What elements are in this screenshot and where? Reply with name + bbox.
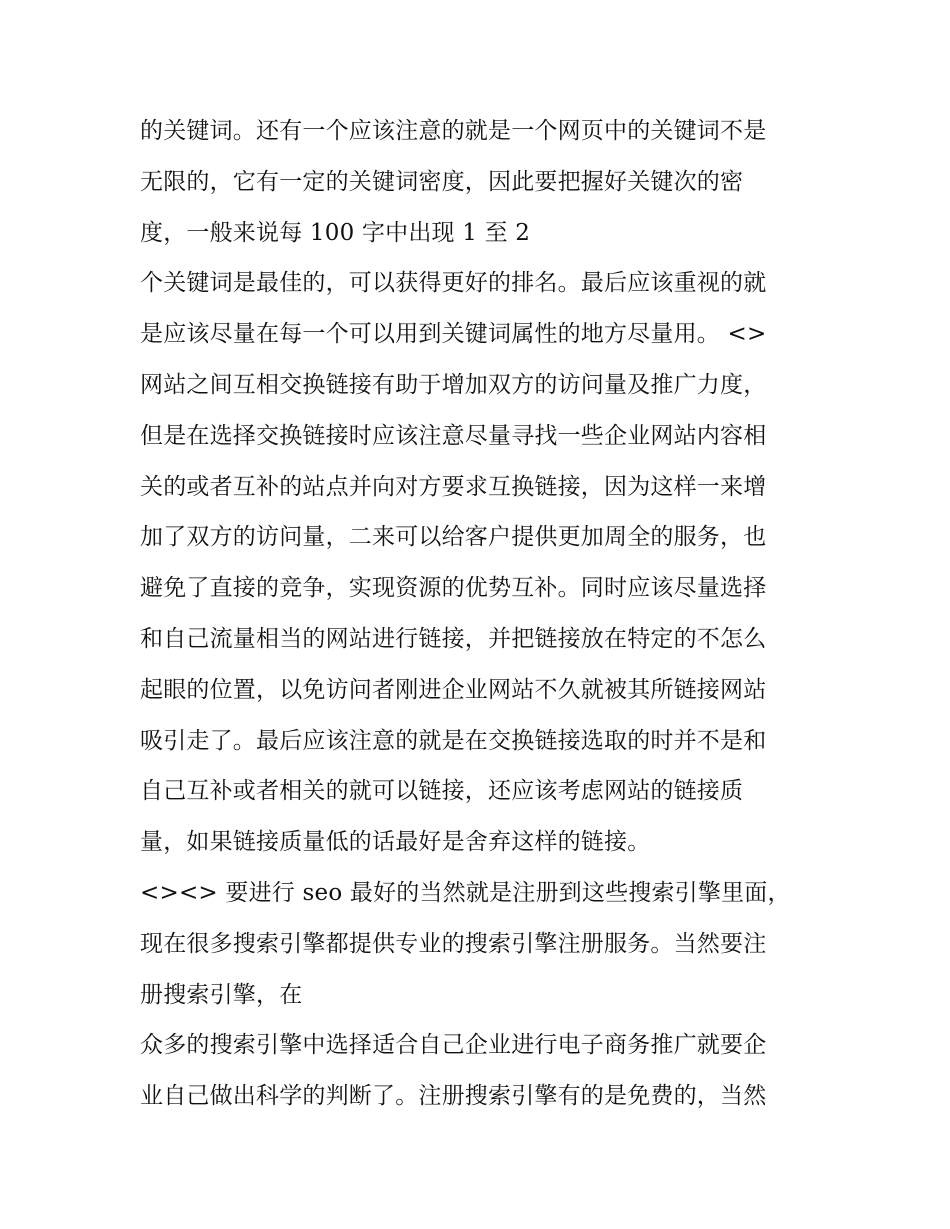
text-line: 量，如果链接质量低的话最好是舍弃这样的链接。 bbox=[140, 829, 651, 856]
text-line: 的关键词。还有一个应该注意的就是一个网页中的关键词不是 bbox=[140, 118, 767, 144]
document-body-text bbox=[140, 108, 820, 1124]
text-line: 无限的，它有一定的关键词密度，因此要把握好关键次的密 bbox=[140, 168, 744, 195]
text-line: 自己互补或者相关的就可以链接，还应该考虑网站的链接质 bbox=[140, 778, 744, 805]
text-line: 网站之间互相交换链接有助于增加双方的访问量及推广力度， bbox=[140, 371, 767, 398]
text-line: 现在很多搜索引擎都提供专业的搜索引擎注册服务。当然要注 bbox=[140, 930, 767, 957]
text-line: 但是在选择交换链接时应该注意尽量寻找一些企业网站内容相 bbox=[140, 422, 767, 449]
text-line: 度，一般来说每 100 字中出现 1 至 2 bbox=[140, 219, 531, 246]
text-line: 个关键词是最佳的，可以获得更好的排名。最后应该重视的就 bbox=[140, 270, 767, 297]
text-line: 关的或者互补的站点并向对方要求互换链接，因为这样一来增 bbox=[140, 473, 767, 500]
text-line: 业自己做出科学的判断了。注册搜索引擎有的是免费的，当然 bbox=[140, 1083, 767, 1110]
text-line: <><> 要进行 seo 最好的当然就是注册到这些搜索引擎里面， bbox=[140, 879, 791, 906]
text-line: 众多的搜索引擎中选择适合自己企业进行电子商务推广就要企 bbox=[140, 1032, 767, 1059]
text-line: 册搜索引擎，在 bbox=[140, 981, 303, 1008]
text-line: 是应该尽量在每一个可以用到关键词属性的地方尽量用。 <> bbox=[140, 321, 767, 348]
text-line: 避免了直接的竞争，实现资源的优势互补。同时应该尽量选择 bbox=[140, 575, 767, 602]
text-line: 吸引走了。最后应该注意的就是在交换链接选取的时并不是和 bbox=[140, 727, 767, 754]
text-line: 和自己流量相当的网站进行链接，并把链接放在特定的不怎么 bbox=[140, 625, 767, 652]
text-line: 加了双方的访问量，二来可以给客户提供更加周全的服务，也 bbox=[140, 524, 767, 551]
text-line: 起眼的位置，以免访问者刚进企业网站不久就被其所链接网站 bbox=[140, 676, 767, 703]
